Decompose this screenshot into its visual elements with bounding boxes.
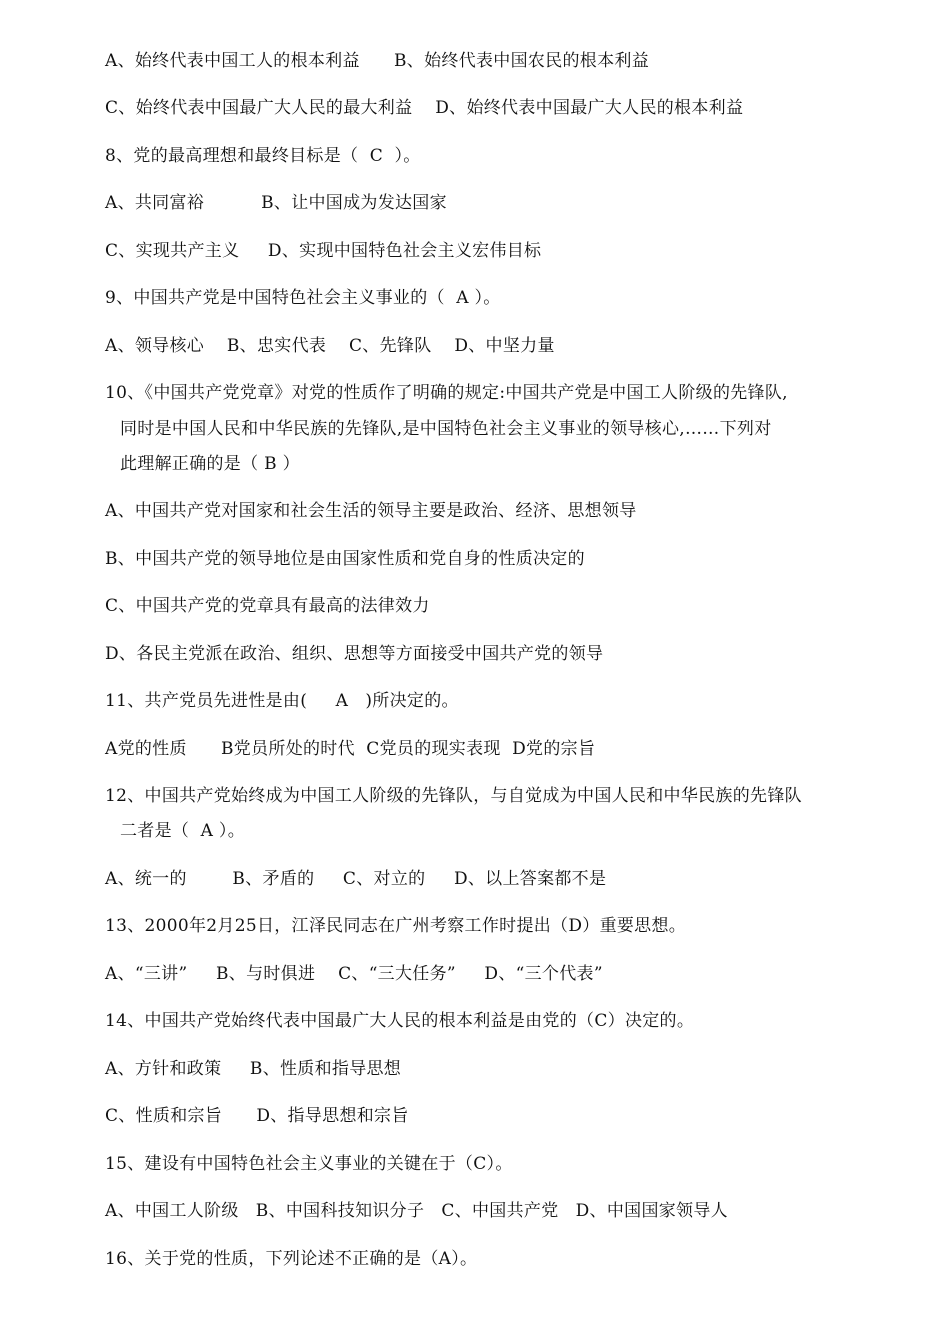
question-9: 9、中国共产党是中国特色社会主义事业的（ A ）。	[105, 288, 501, 308]
q14-options-a-b: A、方针和政策 B、性质和指导思想	[105, 1059, 402, 1079]
q10-option-b: B、中国共产党的领导地位是由国家性质和党自身的性质决定的	[105, 549, 585, 569]
q10-option-a: A、中国共产党对国家和社会生活的领导主要是政治、经济、思想领导	[105, 501, 637, 521]
q14-options-c-d: C、性质和宗旨 D、指导思想和宗旨	[105, 1106, 409, 1126]
option-line-c-d: C、始终代表中国最广大人民的最大利益 D、始终代表中国最广大人民的根本利益	[105, 98, 744, 118]
q15-options: A、中国工人阶级 B、中国科技知识分子 C、中国共产党 D、中国国家领导人	[105, 1201, 728, 1221]
q8-options-a-b: A、共同富裕 B、让中国成为发达国家	[105, 193, 447, 213]
question-12-line-2: 二者是（ A ）。	[120, 821, 245, 841]
question-11: 11、共产党员先进性是由( A )所决定的。	[105, 691, 459, 711]
question-8: 8、党的最高理想和最终目标是（ C ）。	[105, 146, 421, 166]
question-10-line-2: 同时是中国人民和中华民族的先锋队,是中国特色社会主义事业的领导核心,……下列对	[120, 419, 772, 439]
question-14: 14、中国共产党始终代表中国最广大人民的根本利益是由党的（C）决定的。	[105, 1011, 695, 1031]
q9-options: A、领导核心 B、忠实代表 C、先锋队 D、中坚力量	[105, 336, 555, 356]
q8-options-c-d: C、实现共产主义 D、实现中国特色社会主义宏伟目标	[105, 241, 542, 261]
question-13: 13、2000年2月25日，江泽民同志在广州考察工作时提出（D）重要思想。	[105, 916, 687, 936]
question-10-line-1: 10、《中国共产党党章》对党的性质作了明确的规定:中国共产党是中国工人阶级的先锋队,	[105, 383, 788, 403]
q10-option-c: C、中国共产党的党章具有最高的法律效力	[105, 596, 430, 616]
q13-options: A、“三讲” B、与时俱进 C、“三大任务” D、“三个代表”	[105, 964, 603, 984]
question-15: 15、建设有中国特色社会主义事业的关键在于（C）。	[105, 1154, 513, 1174]
q11-options: A党的性质 B党员所处的时代 C党员的现实表现 D党的宗旨	[105, 739, 596, 759]
q12-options: A、统一的 B、矛盾的 C、对立的 D、以上答案都不是	[105, 869, 607, 889]
option-line-a-b: A、始终代表中国工人的根本利益 B、始终代表中国农民的根本利益	[105, 51, 649, 71]
q10-option-d: D、各民主党派在政治、组织、思想等方面接受中国共产党的领导	[105, 644, 604, 664]
question-12-line-1: 12、中国共产党始终成为中国工人阶级的先锋队，与自觉成为中国人民和中华民族的先锋队	[105, 786, 802, 806]
question-10-line-3: 此理解正确的是（ B ）	[120, 454, 300, 474]
question-16: 16、关于党的性质，下列论述不正确的是（A）。	[105, 1249, 478, 1269]
